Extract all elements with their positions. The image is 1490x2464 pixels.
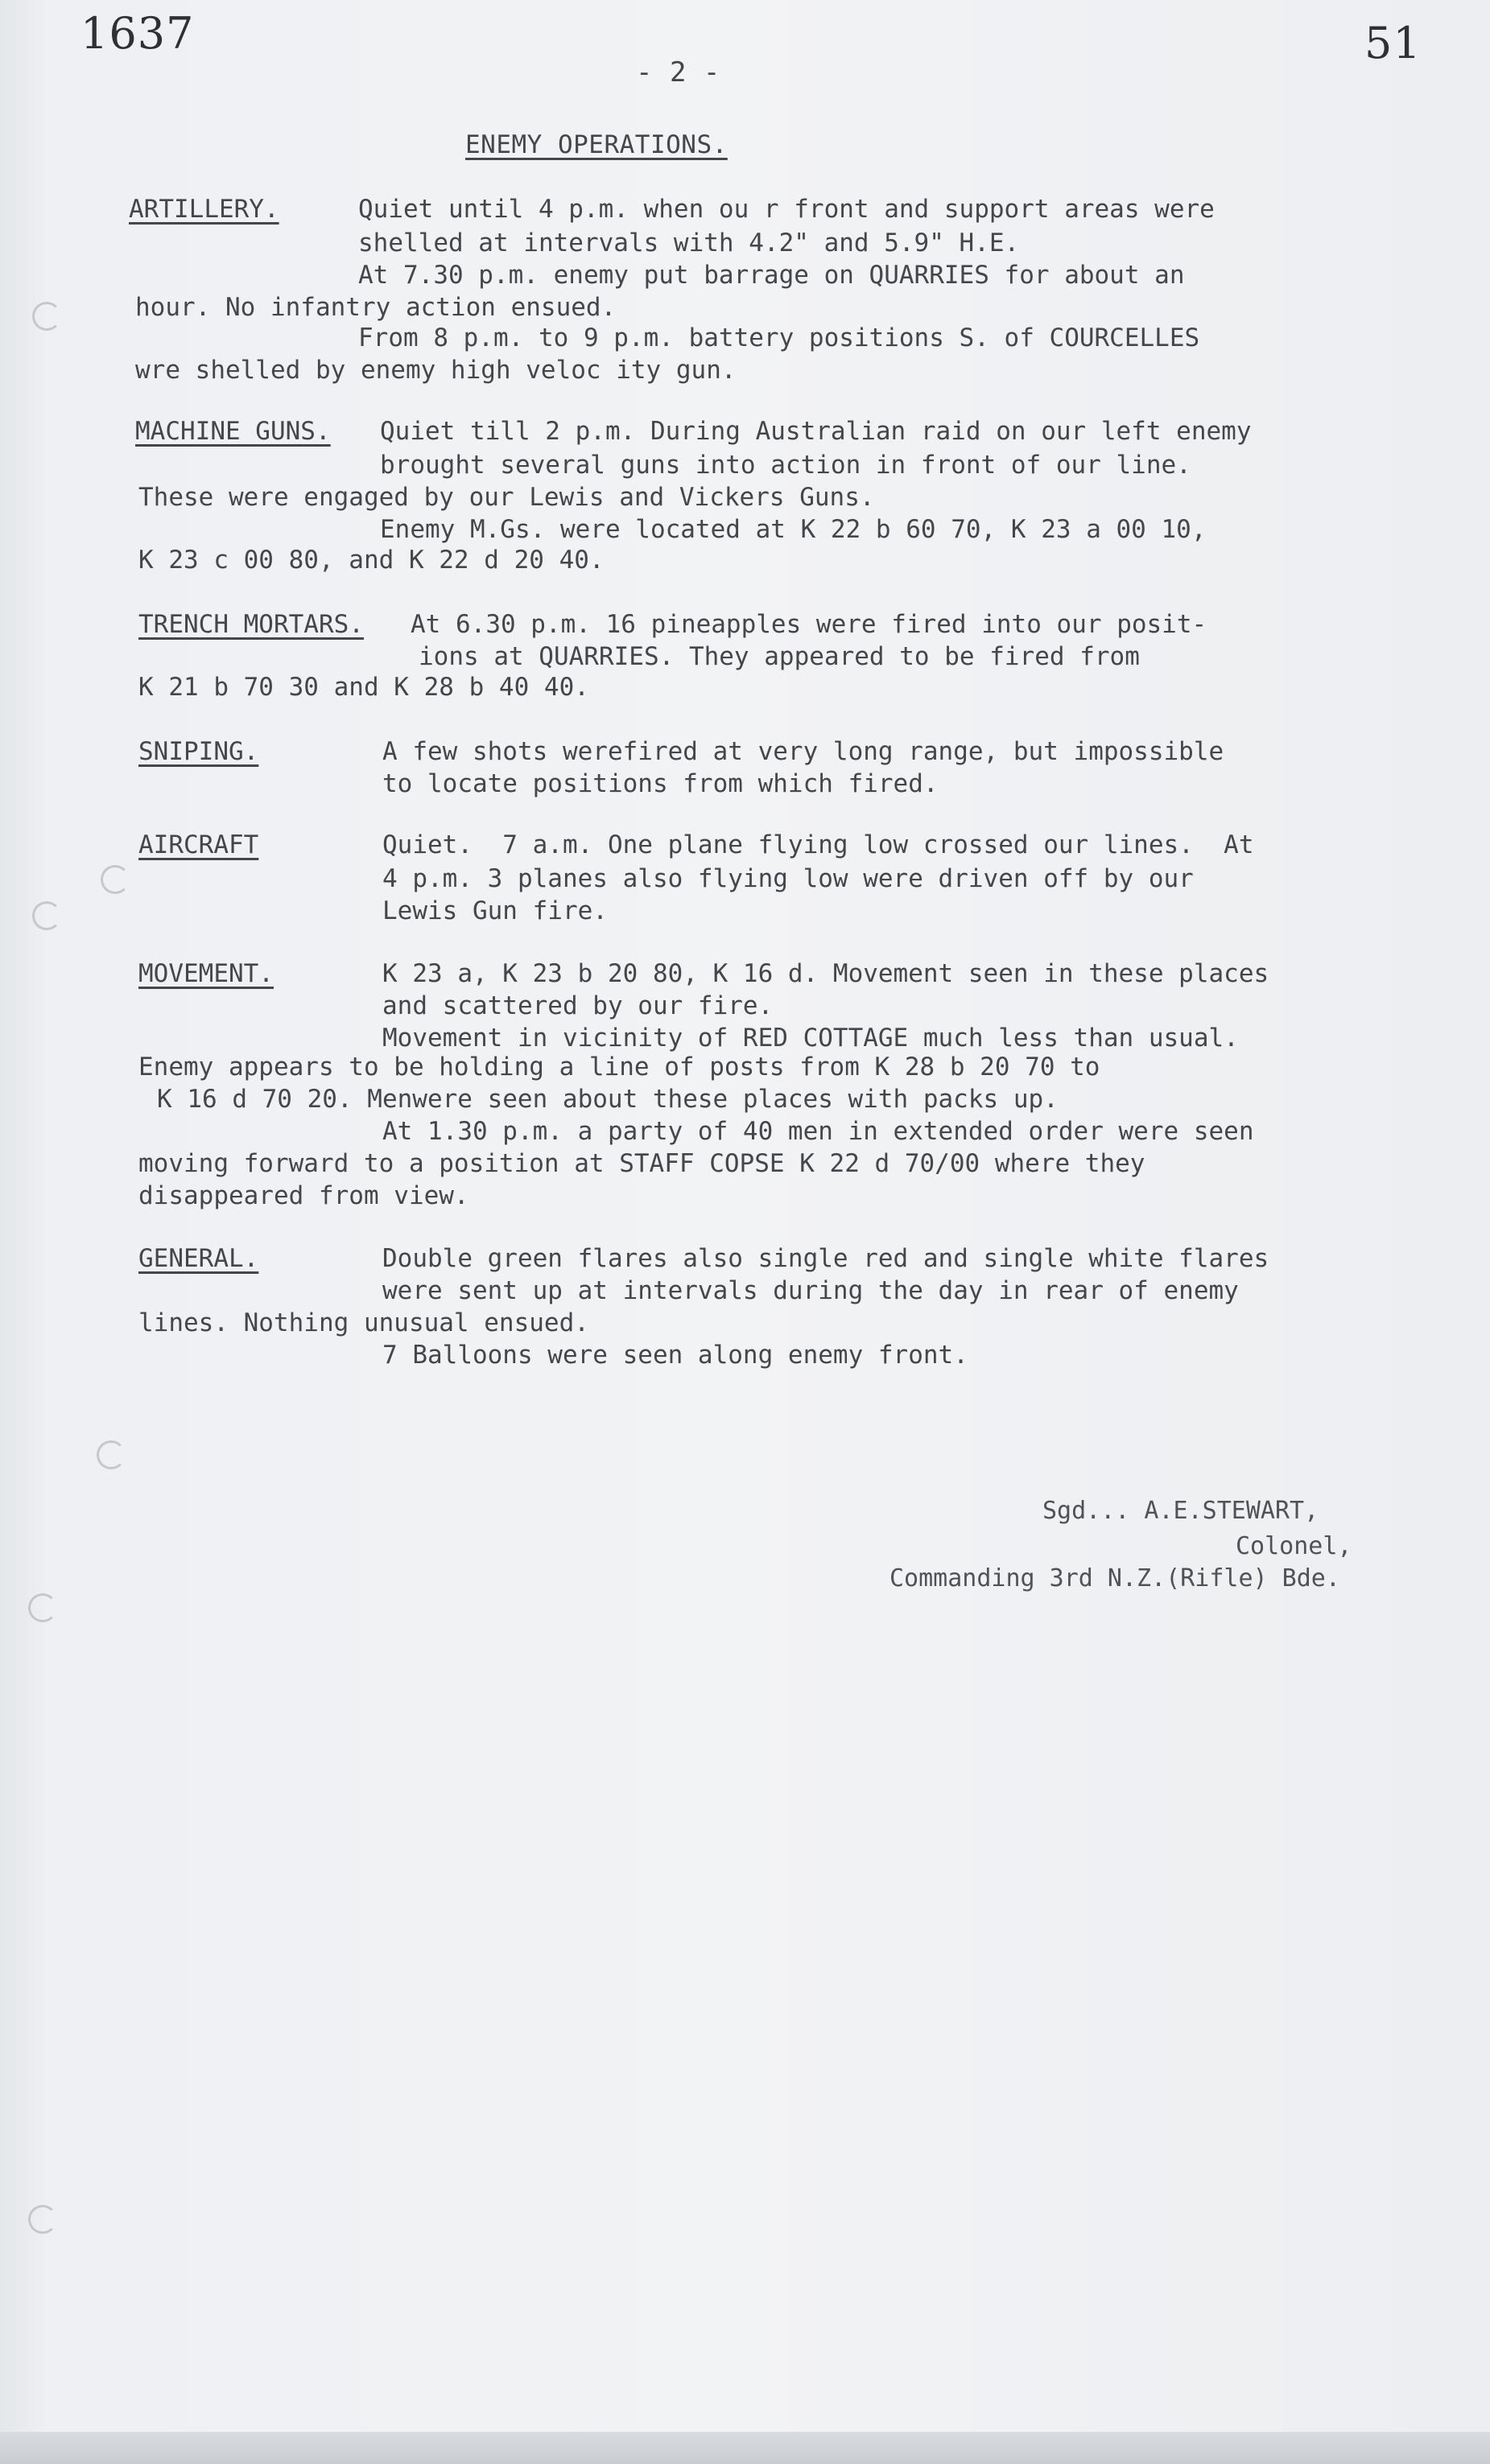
- signature-line: Sgd... A.E.STEWART,: [1042, 1497, 1319, 1525]
- movement-line: moving forward to a position at STAFF COPSE K 22 d 70/00 where they: [138, 1149, 1145, 1178]
- machine-guns-line: Enemy M.Gs. were located at K 22 b 60 70, K 23 a 00 10,: [380, 515, 1207, 544]
- machine-guns-line: K 23 c 00 80, and K 22 d 20 40.: [138, 546, 605, 575]
- page-number: - 2 -: [636, 56, 720, 89]
- section-heading-movement: MOVEMENT.: [138, 959, 274, 988]
- trench-mortars-line: At 6.30 p.m. 16 pineapples were fired into our posit-: [411, 610, 1207, 639]
- punch-hole-mark: [101, 865, 130, 894]
- artillery-line: shelled at intervals with 4.2" and 5.9" H.E.: [358, 229, 1020, 258]
- page-bottom-edge: [0, 2432, 1490, 2464]
- section-heading-machine-guns: MACHINE GUNS.: [135, 417, 331, 446]
- artillery-line: From 8 p.m. to 9 p.m. battery positions S. of COURCELLES: [358, 323, 1200, 352]
- punch-hole-mark: [97, 1440, 126, 1469]
- general-line: lines. Nothing unusual ensued.: [138, 1308, 589, 1337]
- movement-line: K 16 d 70 20. Menwere seen about these places with packs up.: [157, 1085, 1059, 1114]
- aircraft-line: Quiet. 7 a.m. One plane flying low crossed our lines. At: [382, 830, 1254, 859]
- machine-guns-line: Quiet till 2 p.m. During Australian raid on our left enemy: [380, 417, 1252, 446]
- signature-command: Commanding 3rd N.Z.(Rifle) Bde.: [889, 1564, 1340, 1593]
- trench-mortars-line: ions at QUARRIES. They appeared to be fired from: [419, 642, 1140, 671]
- artillery-line: wre shelled by enemy high veloc ity gun.: [135, 356, 737, 385]
- movement-line: Movement in vicinity of RED COTTAGE much less than usual.: [382, 1024, 1239, 1053]
- document-title: ENEMY OPERATIONS.: [465, 130, 728, 159]
- signature-rank: Colonel,: [1236, 1532, 1352, 1560]
- general-line: 7 Balloons were seen along enemy front.: [382, 1341, 968, 1370]
- aircraft-line: 4 p.m. 3 planes also flying low were driven off by our: [382, 864, 1194, 893]
- movement-line: At 1.30 p.m. a party of 40 men in extended order were seen: [382, 1117, 1254, 1146]
- punch-hole-mark: [32, 901, 61, 930]
- section-heading-general: GENERAL.: [138, 1244, 259, 1273]
- movement-line: and scattered by our fire.: [382, 991, 774, 1020]
- movement-line: K 23 a, K 23 b 20 80, K 16 d. Movement seen in these places: [382, 959, 1269, 988]
- movement-line: disappeared from view.: [138, 1181, 469, 1210]
- artillery-line: Quiet until 4 p.m. when ou r front and support areas were: [358, 195, 1215, 224]
- general-line: Double green flares also single red and single white flares: [382, 1244, 1269, 1273]
- machine-guns-line: These were engaged by our Lewis and Vickers Guns.: [138, 483, 875, 512]
- punch-hole-mark: [32, 302, 61, 331]
- punch-hole-mark: [28, 1593, 57, 1622]
- folio-number-left: 1637: [80, 8, 195, 59]
- sniping-line: to locate positions from which fired.: [382, 769, 939, 798]
- punch-hole-mark: [28, 2205, 57, 2234]
- general-line: were sent up at intervals during the day in rear of enemy: [382, 1276, 1239, 1305]
- section-heading-artillery: ARTILLERY.: [129, 195, 279, 224]
- folio-number-right: 51: [1364, 18, 1422, 68]
- aircraft-line: Lewis Gun fire.: [382, 896, 608, 925]
- section-heading-sniping: SNIPING.: [138, 737, 259, 766]
- section-heading-trench-mortars: TRENCH MORTARS.: [138, 610, 364, 639]
- artillery-line: hour. No infantry action ensued.: [135, 293, 617, 322]
- section-heading-aircraft: AIRCRAFT: [138, 830, 259, 859]
- trench-mortars-line: K 21 b 70 30 and K 28 b 40 40.: [138, 673, 589, 702]
- artillery-line: At 7.30 p.m. enemy put barrage on QUARRIES for about an: [358, 261, 1185, 290]
- movement-line: Enemy appears to be holding a line of posts from K 28 b 20 70 to: [138, 1053, 1100, 1082]
- machine-guns-line: brought several guns into action in front of our line.: [380, 451, 1191, 480]
- sniping-line: A few shots werefired at very long range, but impossible: [382, 737, 1224, 766]
